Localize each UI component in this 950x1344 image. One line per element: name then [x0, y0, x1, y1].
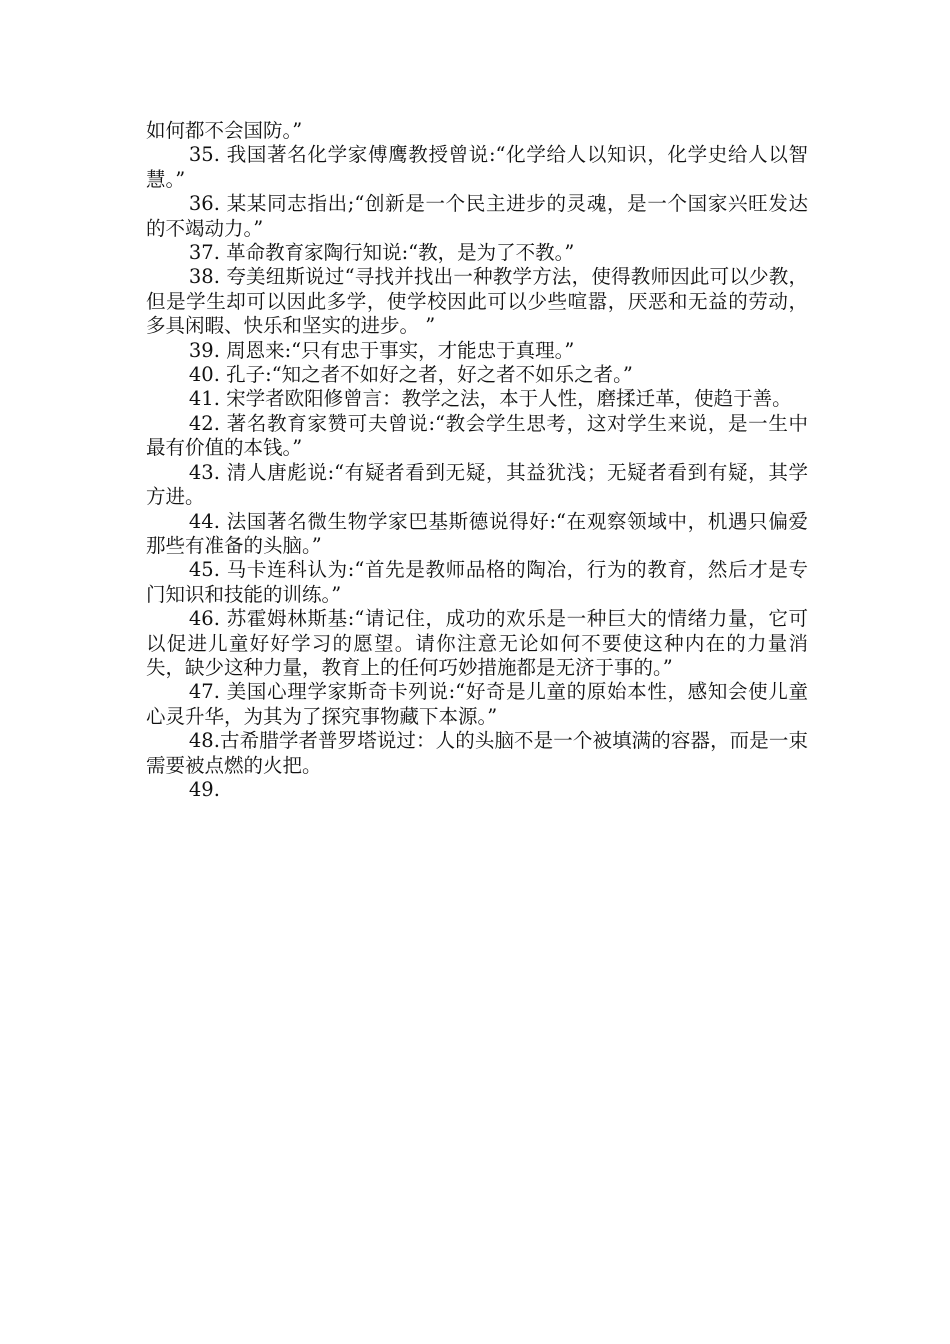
- quote-paragraph-39: 39. 周恩来:“只有忠于事实，才能忠于真理。”: [188, 338, 575, 362]
- quote-paragraph-41: 41. 宋学者欧阳修曾言：教学之法，本于人性，磨揉迁革，使趋于善。: [188, 387, 792, 411]
- quote-paragraph-37: 37. 革命教育家陶行知说:“教，是为了不教。”: [188, 241, 575, 265]
- quote-paragraph-35: 35. 我国著名化学家傅鹰教授曾说:“化学给人以知识，化学史给人以智慧。”: [146, 143, 808, 191]
- quote-paragraph-40: 40. 孔子:“知之者不如好之者，好之者不如乐之者。”: [188, 363, 633, 387]
- document-body: [146, 119, 808, 802]
- quote-paragraph-44: 44. 法国著名微生物学家巴基斯德说得好:“在观察领域中，机遇只偏爱那些有准备的头脑。”: [146, 509, 808, 557]
- quote-paragraph-38: 38. 夸美纽斯说过“寻找并找出一种教学方法，使得教师因此可以少教，但是学生却可以因此多学，使学校因此可以少些喧嚣，厌恶和无益的劳动，多具闲暇、快乐和坚实的进步。 ”: [146, 265, 808, 338]
- quote-paragraph-43: 43. 清人唐彪说:“有疑者看到无疑，其益犹浅；无疑者看到有疑，其学方进。: [146, 460, 808, 509]
- quote-paragraph-48: 48.古希腊学者普罗塔说过：人的头脑不是一个被填满的容器，而是一束需要被点燃的火把。: [146, 729, 808, 777]
- quote-paragraph-36: 36. 某某同志指出;“创新是一个民主进步的灵魂，是一个国家兴旺发达的不竭动力。”: [146, 192, 808, 240]
- quote-paragraph-47: 47. 美国心理学家斯奇卡列说:“好奇是儿童的原始本性，感知会使儿童心灵升华，为其为了探究事物藏下本源。”: [146, 680, 808, 728]
- quote-paragraph-42: 42. 著名教育家赞可夫曾说:“教会学生思考，这对学生来说，是一生中最有价值的本钱。”: [146, 411, 808, 460]
- quote-paragraph-49: 49.: [188, 777, 220, 801]
- quote-paragraph-45: 45. 马卡连科认为:“首先是教师品格的陶冶，行为的教育，然后才是专门知识和技能的训练。”: [146, 558, 808, 606]
- paragraph-continuation: 如何都不会国防。”: [146, 119, 303, 142]
- quote-paragraph-46: 46. 苏霍姆林斯基:“请记住，成功的欢乐是一种巨大的情绪力量，它可以促进儿童好好学习的愿望。请你注意无论如何不要使这种内在的力量消失，缺少这种力量，教育上的任何巧妙措施都是无济于事的。”: [146, 607, 808, 679]
